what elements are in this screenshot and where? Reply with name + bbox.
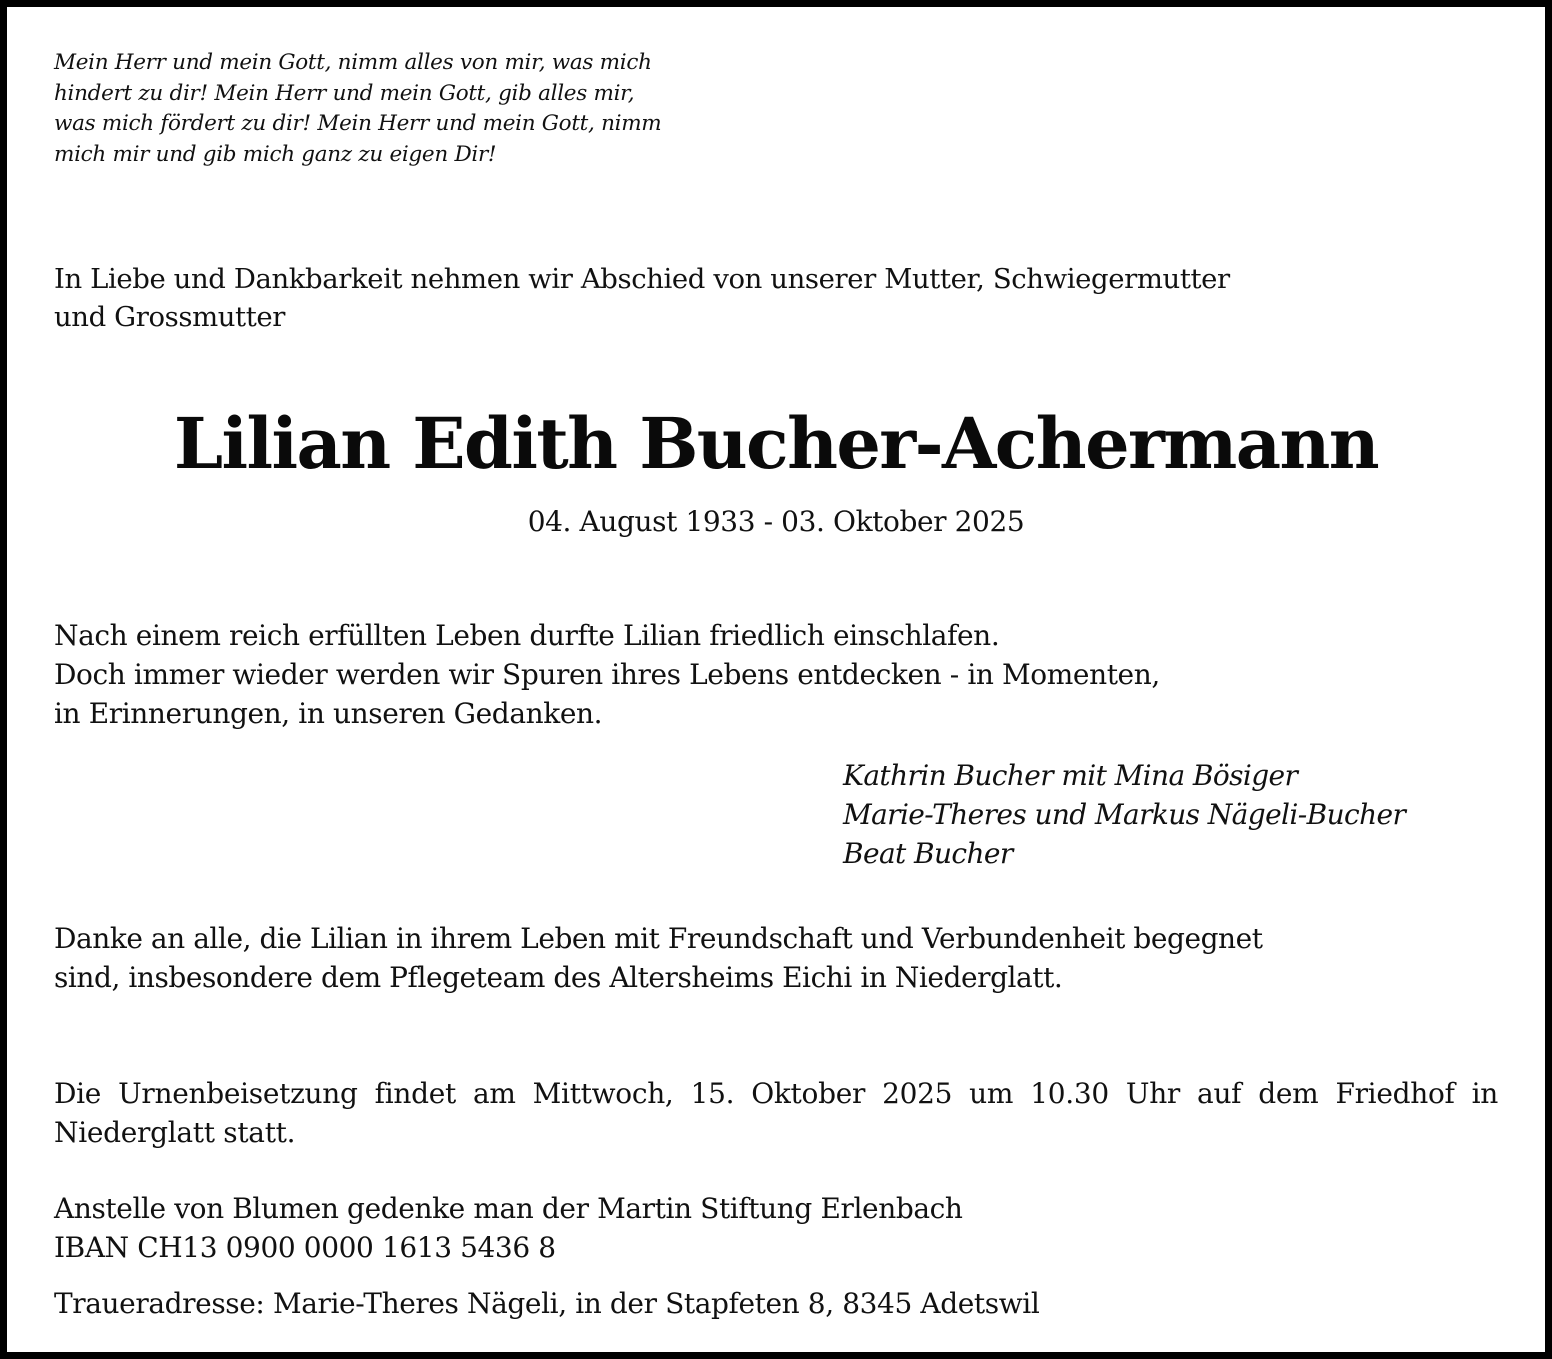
memorial-line: in Erinnerungen, in unseren Gedanken.	[54, 697, 603, 730]
life-dates: 04. August 1933 - 03. Oktober 2025	[527, 505, 1025, 538]
thanks-line: Danke an alle, die Lilian in ihrem Leben mit Freundschaft und Verbundenheit begegnet	[54, 922, 1263, 955]
donation-notice	[54, 1190, 963, 1267]
verse-line: Mein Herr und mein Gott, nimm alles von mir, was mich	[54, 50, 652, 75]
memorial-line: Nach einem reich erfüllten Leben durfte Lilian friedlich einschlafen.	[54, 619, 1000, 652]
memorial-line: Doch immer wieder werden wir Spuren ihres Lebens entdecken - in Momenten,	[54, 658, 1160, 691]
verse-line: hindert zu dir! Mein Herr und mein Gott, gib alles mir,	[54, 80, 635, 106]
mourning-address: Traueradresse: Marie-Theres Nägeli, in der Stapfeten 8, 8345 Adetswil	[54, 1287, 1040, 1320]
farewell-intro	[54, 260, 1230, 336]
verse-line: was mich fördert zu dir! Mein Herr und mein Gott, nimm	[54, 111, 662, 136]
intro-line: und Grossmutter	[54, 301, 285, 333]
mourners-list	[843, 756, 1405, 873]
thanks-text	[54, 920, 1263, 997]
mourner-name: Beat Bucher	[843, 837, 1013, 870]
donation-iban: IBAN CH13 0900 0000 1613 5436 8	[54, 1230, 556, 1264]
mourner-name: Kathrin Bucher mit Mina Bösiger	[843, 759, 1298, 792]
donation-line: Anstelle von Blumen gedenke man der Martin Stiftung Erlenbach	[54, 1192, 963, 1225]
verse-quote	[54, 48, 661, 170]
thanks-line: sind, insbesondere dem Pflegeteam des Altersheims Eichi in Niederglatt.	[54, 960, 1063, 994]
mourner-name: Marie-Theres und Markus Nägeli-Bucher	[843, 798, 1406, 831]
burial-notice: Die Urnenbeisetzung findet am Mittwoch, 15. Oktober 2025 um 10.30 Uhr auf dem Friedhof in Niederglatt statt.	[54, 1077, 1498, 1149]
deceased-name: Lilian Edith Bucher-Achermann	[173, 402, 1379, 485]
intro-line: In Liebe und Dankbarkeit nehmen wir Abschied von unserer Mutter, Schwiegermutter	[54, 263, 1230, 295]
verse-line: mich mir und gib mich ganz zu eigen Dir!	[54, 141, 497, 167]
memorial-text	[54, 616, 1160, 733]
